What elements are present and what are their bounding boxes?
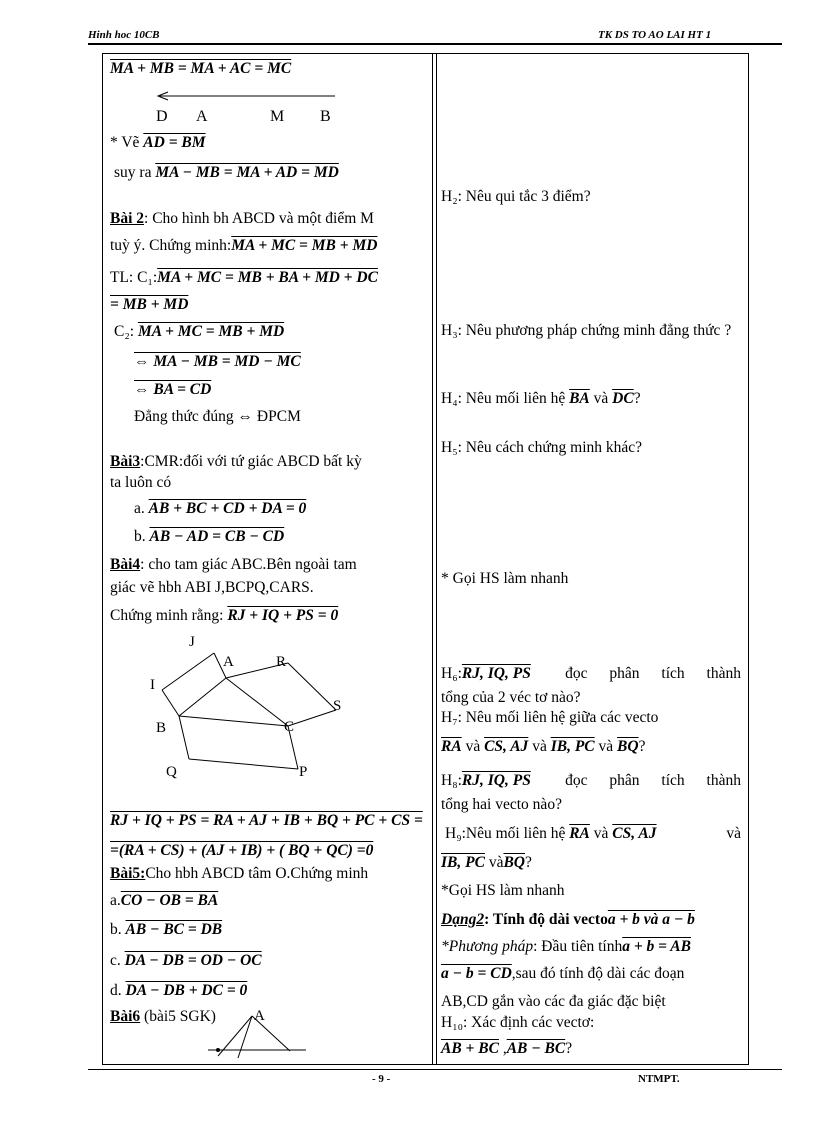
bai3-b: b. AB − AD = CB − CD	[134, 528, 285, 545]
header-right: TK DS TO AO LAI HT 1	[598, 29, 712, 41]
question-h6-line2: tổng của 2 véc tơ nào?	[441, 689, 581, 706]
triangle-figure	[200, 1006, 310, 1060]
column-separator	[432, 53, 433, 1065]
question-h8: H₈:RJ, IQ, PS đọc phân tích thành	[441, 772, 741, 789]
fig-label-j: J	[189, 634, 195, 650]
method-line-3: AB,CD gắn vào các đa giác đặc biệt	[441, 993, 666, 1010]
dang2-heading: Dạng2: Tính độ dài vectoa + b và a − b	[441, 911, 695, 928]
fig-label-a: A	[223, 654, 234, 670]
question-h6: H₆:RJ, IQ, PS đọc phân tích thành	[441, 665, 741, 682]
bai2-line-2: tuỳ ý. Chứng minh:MA + MC = MB + MD	[110, 237, 378, 254]
bai5-a: a.CO − OB = BA	[110, 892, 219, 909]
tl-line-2: = MB + MD	[110, 296, 189, 313]
question-h7-line2: $\overline{RA}$ và CS, AJ và IB, PC và $\overline{BQ}$?	[441, 738, 646, 755]
sum-line-2: =(RA + CS) + (AJ + IB) + ( BQ + QC) =0	[110, 842, 374, 859]
c2-line-2: ⇔ MA − MB = MD − MC	[134, 353, 301, 370]
question-h4: H₄: Nêu mối liên hệ $\overline{BA}$ và $\overline{DC}$?	[441, 390, 641, 407]
method-line: *Phương pháp: Đầu tiên tínha + b = AB	[441, 938, 691, 955]
question-h5: H₅: Nêu cách chứng minh khác?	[441, 439, 643, 456]
bai2-heading: Bài 2: Cho hình bh ABCD và một điểm M	[110, 210, 374, 227]
call-student-1: * Gọi HS làm nhanh	[441, 570, 569, 587]
question-h3: H₃: Nêu phương pháp chứng minh đẳng thức ?	[441, 322, 732, 339]
c2-line-3: ⇔ BA = CD	[134, 381, 212, 398]
question-h10: H₁₀: Xác định các vectơ:	[441, 1014, 595, 1031]
bai3-line-2: ta luôn có	[110, 474, 172, 491]
point-label-m: M	[270, 108, 285, 125]
sum-line-1: RJ + IQ + PS = RA + AJ + IB + BQ + PC + CS =	[110, 812, 423, 829]
page-number: - 9 -	[372, 1073, 391, 1085]
draw-line: * Vẽ AD = BM	[110, 134, 206, 151]
point-line-figure	[150, 88, 340, 128]
fig-label-b: B	[156, 720, 167, 736]
question-h7: H₇: Nêu mối liên hệ giữa các vecto	[441, 709, 659, 726]
footer-rule	[88, 1069, 782, 1070]
c2-line-4: Đẳng thức đúng ⇔ ĐPCM	[134, 408, 301, 425]
fig-label-c: C	[284, 719, 295, 735]
eq-line-1: MA + MB = MA + AC = MC	[110, 60, 292, 77]
call-student-2: *Gọi HS làm nhanh	[441, 882, 565, 899]
fig-label-q: Q	[166, 764, 177, 780]
header-rule	[88, 43, 782, 45]
column-separator-2	[436, 53, 437, 1065]
point-label-a: A	[196, 108, 208, 125]
c2-line: C₂: MA + MC = MB + MD	[114, 323, 285, 340]
method-line-2: a − b = CD,sau đó tính độ dài các đoạn	[441, 965, 685, 982]
point-label-d: D	[156, 108, 168, 125]
bai4-line-3: Chứng minh rằng: RJ + IQ + PS = 0	[110, 607, 339, 624]
question-h2: H₂: Nêu qui tắc 3 điểm?	[441, 188, 591, 205]
bai5-c: c. DA − DB = OD − OC	[110, 952, 262, 969]
question-h9: H₉:Nêu mối liên hệ $\overline{RA}$ và CS, AJ và	[445, 825, 741, 842]
header-left: Hinh hoc 10CB	[88, 29, 160, 41]
bai5-b: b. AB − BC = DB	[110, 921, 223, 938]
question-h10-line2: AB + BC ,AB − BC?	[441, 1040, 573, 1057]
question-h9-line2: IB, PC $và\overline{BQ}$?	[441, 854, 532, 871]
bai6-heading: Bài6 (bài5 SGK)	[110, 1008, 216, 1025]
fig-label-s: S	[333, 698, 342, 714]
bai3-a: a. AB + BC + CD + DA = 0	[134, 500, 307, 517]
bai5-heading: Bài5:Cho hbh ABCD tâm O.Chứng minh	[110, 865, 369, 882]
fig-label-r: R	[276, 654, 287, 670]
bai5-d: d. DA − DB + DC = 0	[110, 982, 248, 999]
bai3-heading: Bài3:CMR:đối với tứ giác ABCD bất kỳ	[110, 453, 362, 470]
question-h8-line2: tổng hai vecto nào?	[441, 796, 562, 813]
parallelogram-figure	[140, 628, 370, 788]
bai4-heading: Bài4: cho tam giác ABC.Bên ngoài tam	[110, 556, 357, 573]
bai6-point-label: A	[254, 1008, 265, 1024]
tl-line: TL: C₁:MA + MC = MB + BA + MD + DC	[110, 269, 378, 286]
point-label-b: B	[320, 108, 331, 125]
footer-author: NTMPT.	[638, 1073, 680, 1085]
fig-label-i: I	[150, 677, 155, 693]
fig-label-p: P	[299, 764, 308, 780]
deduce-line: suy ra MA − MB = MA + AD = MD	[114, 164, 339, 181]
bai4-line-2: giác vẽ hbh ABI J,BCPQ,CARS.	[110, 579, 314, 596]
